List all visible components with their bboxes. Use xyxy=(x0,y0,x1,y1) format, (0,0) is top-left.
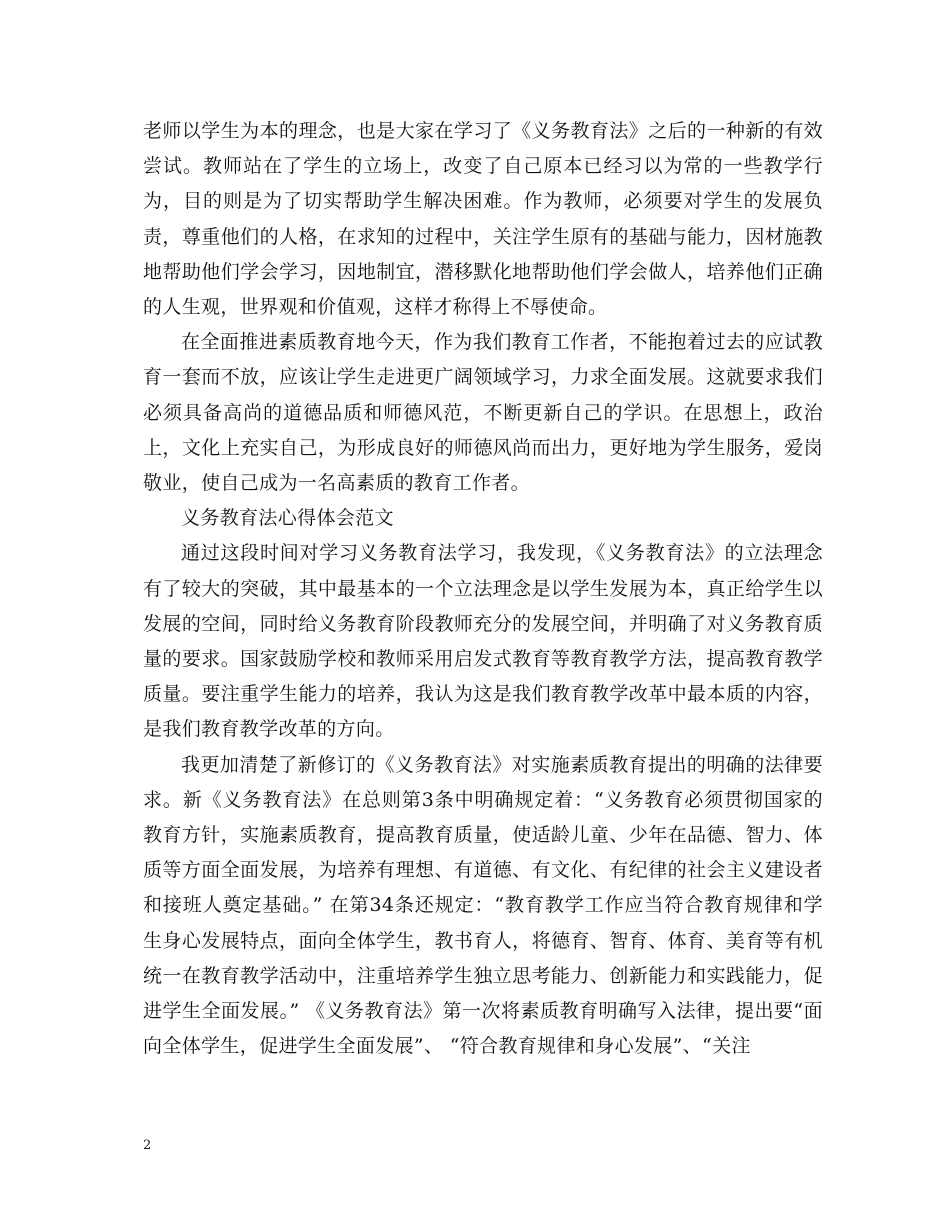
paragraph-quality-education: 在全面推进素质教育地今天，作为我们教育工作者，不能抱着过去的应试教育一套而不放，应该让学生走进更广阔领域学习，力求全面发展。这就要求我们必须具备高尚的道德品质和师德风范，不断更新自己的学识。在思想上，政治上，文化上充实自己，为形成良好的师德风尚而出力，更好地为学生服务，爱岗敬业，使自己成为一名高素质的教育工作者。 xyxy=(143,331,823,495)
paragraph-continuation: 老师以学生为本的理念，也是大家在学习了《义务教育法》之后的一种新的有效尝试。教师站在了学生的立场上，改变了自己原本已经习以为常的一些教学行为，目的则是为了切实帮助学生解决困难。作为教师，必须要对学生的发展负责，尊重他们的人格，在求知的过程中，关注学生原有的基础与能力，因材施教地帮助他们学会学习，因地制宜，潜移默化地帮助他们学会做人，培养他们正确的人生观，世界观和价值观，这样才称得上不辱使命。 xyxy=(143,120,823,319)
document-body xyxy=(143,114,823,1064)
section-heading: 义务教育法心得体会范文 xyxy=(181,507,394,530)
paragraph-legislative-concept: 通过这段时间对学习义务教育法学习，我发现，《义务教育法》的立法理念有了较大的突破，其中最基本的一个立法理念是以学生发展为本，真正给学生以发展的空间，同时给义务教育阶段教师充分的发展空间，并明确了对义务教育质量的要求。国家鼓励学校和教师采用启发式教育等教育教学方法，提高教育教学质量。要注重学生能力的培养，我认为这是我们教育教学改革中最本质的内容，是我们教育教学改革的方向。 xyxy=(143,542,823,741)
paragraph-legal-requirements: 我更加清楚了新修订的《义务教育法》对实施素质教育提出的明确的法律要求。新《义务教育法》在总则第3条中明确规定着：“义务教育必须贯彻国家的教育方针，实施素质教育，提高教育质量，使适龄儿童、少年在品德、智力、体质等方面全面发展，为培养有理想、有道德、有文化、有纪律的社会主义建设者和接班人奠定基础。” 在第34条还规定：“教育教学工作应当符合教育规律和学生身心发展特点，面向全体学生，教书育人，将德育、智育、体育、美育等有机统一在教育教学活动中，注重培养学生独立思考能力、创新能力和实践能力，促进学生全面发展。” 《义务教育法》第一次将素质教育明确写入法律，提出要“面向全体学生，促进学生全面发展”、 “符合教育规律和身心发展”、“关注 xyxy=(143,753,823,1058)
page-number: 2 xyxy=(143,1138,152,1153)
